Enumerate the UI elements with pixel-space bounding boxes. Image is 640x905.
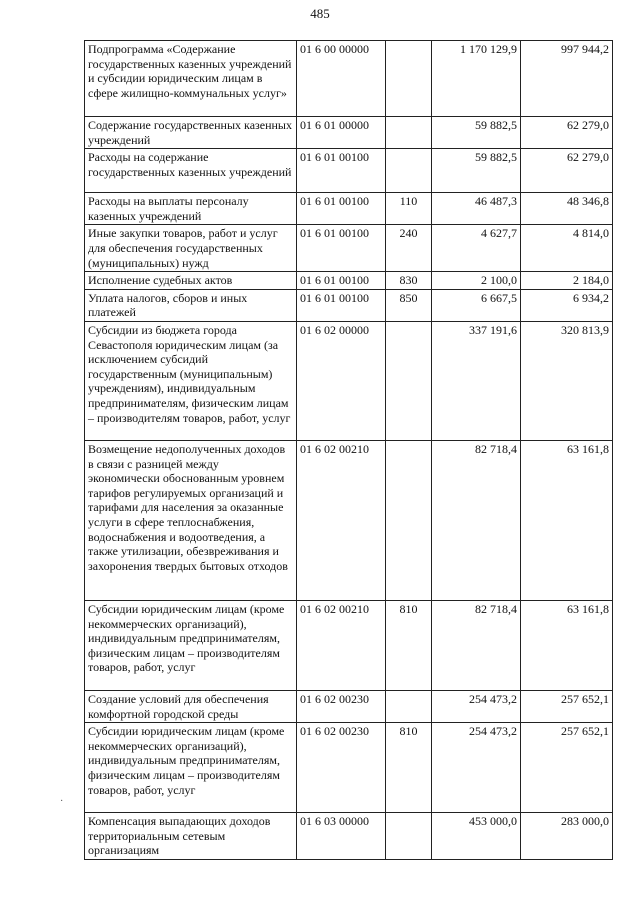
row-expense-type-cell: 810 — [386, 600, 432, 690]
row-code-cell: 01 6 02 00230 — [297, 723, 386, 813]
row-amount-year2-cell: 2 184,0 — [521, 272, 613, 290]
row-amount-year2-cell: 257 652,1 — [521, 723, 613, 813]
row-amount-year2-cell: 6 934,2 — [521, 289, 613, 321]
row-expense-type-cell: 240 — [386, 225, 432, 272]
row-amount-year1-cell: 82 718,4 — [432, 440, 521, 600]
row-name-cell: Субсидии из бюджета города Севастополя юридическим лицам (за исключением субсидий государственным (муниципальным) учреждениям), индивидуальным предпринимателям, физическим лицам – производителям товаров, работ, услуг — [85, 321, 297, 440]
row-amount-year2-cell: 48 346,8 — [521, 193, 613, 225]
row-code-cell: 01 6 01 00000 — [297, 117, 386, 149]
row-amount-year2-cell: 257 652,1 — [521, 690, 613, 722]
table-row — [85, 440, 613, 600]
row-amount-year1-cell: 254 473,2 — [432, 723, 521, 813]
row-amount-year2-cell: 63 161,8 — [521, 440, 613, 600]
table-row — [85, 321, 613, 440]
row-expense-type-cell — [386, 41, 432, 117]
row-code-cell: 01 6 02 00230 — [297, 690, 386, 722]
table-row — [85, 117, 613, 149]
row-amount-year2-cell: 63 161,8 — [521, 600, 613, 690]
row-amount-year1-cell: 59 882,5 — [432, 117, 521, 149]
margin-mark: · — [60, 796, 64, 807]
budget-table-body — [85, 41, 613, 860]
row-amount-year1-cell: 82 718,4 — [432, 600, 521, 690]
budget-table — [84, 40, 613, 860]
row-code-cell: 01 6 01 00100 — [297, 289, 386, 321]
row-amount-year2-cell: 283 000,0 — [521, 813, 613, 860]
row-amount-year1-cell: 2 100,0 — [432, 272, 521, 290]
row-name-cell: Подпрограмма «Содержание государственных казенных учреждений и субсидии юридическим лицам в сфере жилищно-коммунальных услуг» — [85, 41, 297, 117]
table-row — [85, 289, 613, 321]
row-name-cell: Содержание государственных казенных учреждений — [85, 117, 297, 149]
row-code-cell: 01 6 01 00100 — [297, 193, 386, 225]
row-amount-year1-cell: 453 000,0 — [432, 813, 521, 860]
table-row — [85, 690, 613, 722]
table-row — [85, 600, 613, 690]
row-expense-type-cell: 810 — [386, 723, 432, 813]
row-amount-year2-cell: 62 279,0 — [521, 149, 613, 193]
row-expense-type-cell: 850 — [386, 289, 432, 321]
row-amount-year1-cell: 6 667,5 — [432, 289, 521, 321]
row-amount-year1-cell: 337 191,6 — [432, 321, 521, 440]
row-expense-type-cell — [386, 149, 432, 193]
row-amount-year2-cell: 320 813,9 — [521, 321, 613, 440]
row-code-cell: 01 6 01 00100 — [297, 149, 386, 193]
row-expense-type-cell — [386, 117, 432, 149]
table-row — [85, 149, 613, 193]
row-name-cell: Расходы на содержание государственных казенных учреждений — [85, 149, 297, 193]
row-expense-type-cell — [386, 440, 432, 600]
row-expense-type-cell — [386, 690, 432, 722]
row-amount-year2-cell: 4 814,0 — [521, 225, 613, 272]
row-name-cell: Исполнение судебных актов — [85, 272, 297, 290]
table-row — [85, 813, 613, 860]
row-name-cell: Компенсация выпадающих доходов территориальным сетевым организациям — [85, 813, 297, 860]
row-code-cell: 01 6 00 00000 — [297, 41, 386, 117]
row-name-cell: Уплата налогов, сборов и иных платежей — [85, 289, 297, 321]
row-name-cell: Иные закупки товаров, работ и услуг для обеспечения государственных (муниципальных) нужд — [85, 225, 297, 272]
table-row — [85, 41, 613, 117]
row-amount-year1-cell: 59 882,5 — [432, 149, 521, 193]
row-name-cell: Субсидии юридическим лицам (кроме некоммерческих организаций), индивидуальным предпринимателям, физическим лицам – производителям товаров, работ, услуг — [85, 723, 297, 813]
row-code-cell: 01 6 03 00000 — [297, 813, 386, 860]
row-code-cell: 01 6 01 00100 — [297, 272, 386, 290]
table-row — [85, 272, 613, 290]
row-expense-type-cell: 830 — [386, 272, 432, 290]
row-name-cell: Субсидии юридическим лицам (кроме некоммерческих организаций), индивидуальным предпринимателям, физическим лицам – производителям товаров, работ, услуг — [85, 600, 297, 690]
row-amount-year1-cell: 4 627,7 — [432, 225, 521, 272]
row-code-cell: 01 6 02 00210 — [297, 600, 386, 690]
row-amount-year1-cell: 1 170 129,9 — [432, 41, 521, 117]
row-amount-year1-cell: 46 487,3 — [432, 193, 521, 225]
row-code-cell: 01 6 02 00000 — [297, 321, 386, 440]
table-row — [85, 225, 613, 272]
row-name-cell: Расходы на выплаты персоналу казенных учреждений — [85, 193, 297, 225]
row-name-cell: Возмещение недополученных доходов в связи с разницей между экономически обоснованным уровнем тарифов регулируемых организаций и тарифами для населения за оказанные услуги в сфере теплоснабжения, водоснабжения и водоотведения, а также утилизации, обезвреживания и захоронения твердых бытовых отходов — [85, 440, 297, 600]
table-row — [85, 193, 613, 225]
row-amount-year2-cell: 62 279,0 — [521, 117, 613, 149]
row-name-cell: Создание условий для обеспечения комфортной городской среды — [85, 690, 297, 722]
row-expense-type-cell: 110 — [386, 193, 432, 225]
row-code-cell: 01 6 02 00210 — [297, 440, 386, 600]
row-amount-year1-cell: 254 473,2 — [432, 690, 521, 722]
page-number: 485 — [310, 6, 330, 21]
table-row — [85, 723, 613, 813]
row-code-cell: 01 6 01 00100 — [297, 225, 386, 272]
row-expense-type-cell — [386, 321, 432, 440]
row-expense-type-cell — [386, 813, 432, 860]
row-amount-year2-cell: 997 944,2 — [521, 41, 613, 117]
